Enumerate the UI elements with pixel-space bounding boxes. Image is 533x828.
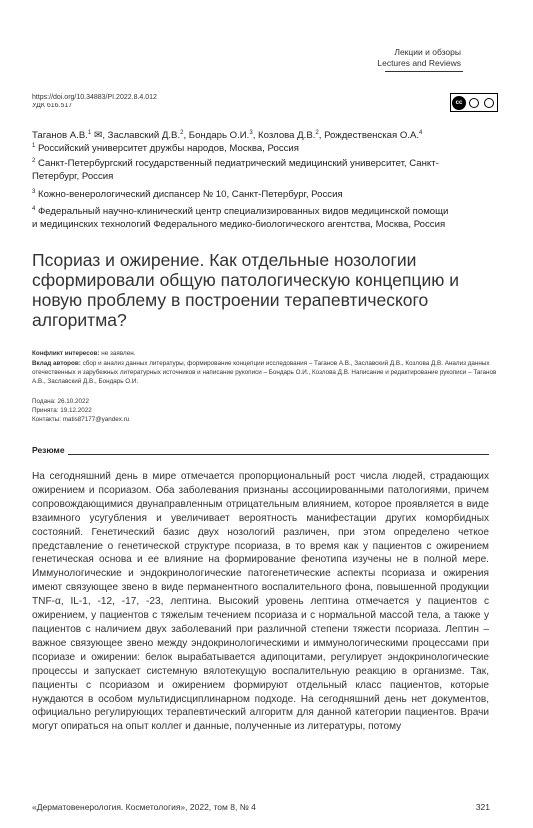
conflict-label: Конфликт интересов: [32,350,100,357]
author-name: , Козлова Д.В. [252,130,316,142]
affil-num: 2 [32,158,36,164]
affil-num: 3 [32,189,36,195]
cc-license-badge[interactable] [450,93,498,112]
author-name: , Бондарь О.И. [183,130,250,142]
author-contribution [32,359,500,386]
section-title-en: Lectures and Reviews [377,58,461,68]
conflict-value: не заявлен. [99,350,136,357]
doi-link[interactable]: https://doi.org/10.34883/PI.2022.8.4.012 [32,94,157,101]
envelope-icon[interactable]: ✉ [93,130,103,142]
section-title-ru: Лекции и обзоры [394,47,461,57]
accepted-date: Принята: 19.12.2022 [32,407,92,414]
affil-text: Санкт-Петербургский государственный педиатрический медицинский университет, Санкт-Петербург, Россия [32,158,439,183]
affil-text: Российский университет дружбы народов, Москва, Россия [38,143,299,155]
cc-by-nc-icons [466,95,496,110]
page-number: 321 [475,802,490,812]
running-header [377,47,461,69]
affil-ref: 2 [315,130,319,136]
affiliation-2 [32,155,452,183]
conflict-of-interest [32,349,500,358]
affil-num: 1 [32,143,36,149]
author-name: Таганов А.В. [32,130,88,142]
affil-ref: 2 [180,130,184,136]
abstract-body: На сегодняшний день в мире отмечается пропорциональный рост числа людей, страдающих ожирением и псориазом. Оба заболевания признаны ассоциированными патологиями, причем сопровождающимися двунаправленным отрицательным влиянием, которое проявляется в виде взаимного усугубления и увеличивает вероятность манифестации других коморбидных состояний. Генетический базис двух нозологий различен, при этом определено четкое представление о генетической структуре псориаза, в то время как у пациентов с ожирением генетическая основа и ее влияние на формирование фенотипа изучены не в полной мере. Иммунологические и эндокринологические патогенетические аспекты псориаза и ожирения имеют связующее звено в виде перманентного воспалительного фона, повышенной продукции TNF-α, IL-1, -12, -17, -23, лептина. Высокий уровень лептина отмечается у пациентов с ожирением, у пациентов с тяжелым течением псориаза и с нормальной массой тела, а также у пациентов с наличием двух заболеваний при различной степени тяжести псориаза. Лептин – важное связующее звено между эндокринологическими и иммунологическими процессами при псориазе и ожирении: белок вырабатывается адипоцитами, регулирует эндокринологические процессы и запускает системную вялотекущую воспалительную реакцию в организме. Так, пациенты с псориазом и ожирением формируют отдельный класс пациентов, которые нуждаются в особом мультидисциплинарном подходе. На сегодняшний день нет документов, официально регулирующих терапевтический алгоритм для данной категории пациентов. Врачи могут опираться на опыт коллег и данные, полученные из литературы, потому [32,471,489,733]
affiliation-4 [32,203,452,231]
cc-logo-icon: cc [452,96,466,110]
affil-text: Кожно-венерологический диспансер № 10, Санкт-Петербург, Россия [38,189,343,201]
affil-text: Федеральный научно-клинический центр специализированных видов медицинской помощи и медицинских технологий Федерального медико-биологического агентства, Москва, Россия [32,206,449,231]
author-name: , Заславский Д.В. [102,130,181,142]
contribution-value: сбор и анализ данных литературы, формирование концепции исследования – Таганов А.В., Заславский Д.В., Козлова Д.В. Анализ данных отечественных и зарубежных литературных источников и написание рукописи – Бондарь О.И., Козлова Д.В. Написание и редактирование рукописи – Таганов А.В., Заславский Д.В., Бондарь О.И. [32,360,497,385]
resume-rule [68,454,489,455]
contribution-label: Вклад авторов: [32,360,81,367]
affiliation-3 [32,186,452,201]
resume-heading: Резюме [32,445,65,455]
affiliation-1 [32,140,452,155]
affil-num: 4 [32,206,36,212]
footer-journal: «Дерматовенерология. Косметология», 2022, том 8, № 4 [32,802,256,812]
udk-code: УДК 616.517 [32,103,73,109]
contacts[interactable]: Контакты: matis87177@yandex.ru [32,416,130,423]
affil-ref: 3 [249,130,253,136]
affil-ref: 4 [419,130,423,136]
article-title: Псориаз и ожирение. Как отдельные нозологии сформировали общую патологическую концепцию и новую проблему в построении терапевтического алгоритма? [32,250,459,330]
header-rule [385,71,463,72]
author-name: , Рождественская О.А. [318,130,420,142]
submitted-date: Подана: 26.10.2022 [32,398,90,405]
affil-ref: 1 [87,130,92,136]
